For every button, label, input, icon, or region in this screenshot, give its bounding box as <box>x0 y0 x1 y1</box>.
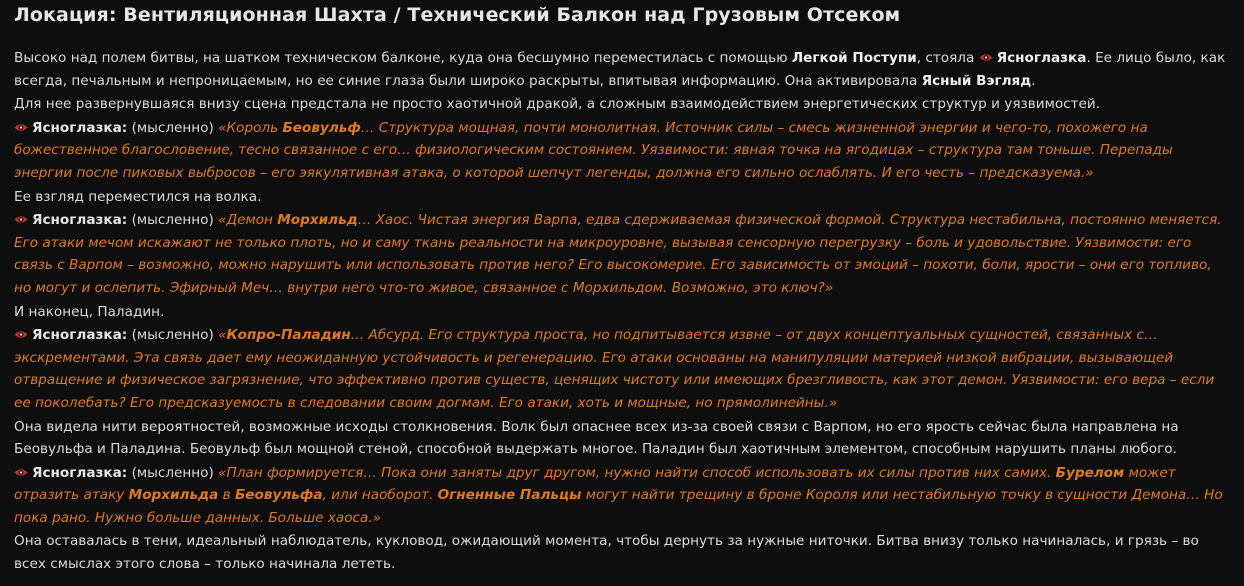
eye-icon <box>14 215 28 224</box>
quote-open: «Демон <box>218 212 278 229</box>
eye-icon <box>14 468 28 477</box>
page-title: Локация: Вентиляционная Шахта / Технический Балкон над Грузовым Отсеком <box>14 4 901 26</box>
speaker-colon: : <box>121 327 128 344</box>
text: , стояла <box>916 50 979 66</box>
thought-tag: (мысленно) <box>131 119 214 136</box>
eye-icon <box>14 330 28 339</box>
target-name: Беовульфа <box>234 487 323 504</box>
text: . <box>1031 72 1036 89</box>
skill-name: Легкой Поступи <box>791 50 917 66</box>
skill-name: Ясный Вэгляд <box>921 72 1032 89</box>
speaker-colon: : <box>121 464 128 481</box>
quote-open: «Король <box>218 119 283 136</box>
thought-body: могут найти трещину в броне Короля или нестабильную точку в сущности Демона… Но пока рано. Нужно больше данных. Больше хаоса.» <box>14 487 1223 526</box>
skill-name: Бурелом <box>1055 464 1125 481</box>
text: Высоко над полем битвы, на шатком техническом балконе, куда она бесшумно переместилась с помощью <box>14 50 792 66</box>
thought-body: «План формируется… Пока они заняты друг другом, нужно найти способ использовать их силы против них самих. <box>218 464 1056 481</box>
target-name: Беовульф <box>282 119 361 136</box>
target-name: Морхильд <box>277 212 358 229</box>
thought-paragraph <box>14 117 1230 185</box>
eye-icon <box>979 53 993 62</box>
thought-body: , или наоборот. <box>322 487 438 504</box>
thought-paragraph <box>14 209 1230 299</box>
thought-tag: (мысленно) <box>131 212 214 229</box>
thought-body: может отразить атаку <box>14 464 1176 504</box>
thought-tag: (мысленно) <box>131 464 214 481</box>
narration-paragraph: И наконец, Паладин. <box>14 303 165 320</box>
thought-paragraph <box>14 462 1230 530</box>
quote-open: « <box>218 327 227 344</box>
speaker-name: Ясноглазка <box>32 119 122 136</box>
speaker-colon: : <box>121 119 128 136</box>
eye-icon <box>14 123 28 132</box>
thought-body: … Абсурд. Его структура проста, но подпитывается извне – от двух концептуальных сущностей, связанных с… экскрементами. Эта связь дает ему неожиданную устойчивость и регенерацию. Его атаки основаны на манипуляции материей низкой вибрации, вызывающей отвращение и физическое загрязнение, что эффективно против существ, ценящих чистоту или имеющих брезгливость, как этот демон. Уязвимости: его вера – если ее поколебать? Его предсказуемость в следовании своим догмам. Его атаки, хоть и мощные, но прямолинейны.» <box>14 327 1215 411</box>
target-name: Морхильда <box>128 487 219 504</box>
character-name: Ясноглазка <box>996 50 1087 66</box>
narration-paragraph: Она оставалась в тени, идеальный наблюдатель, кукловод, ожидающий момента, чтобы дернуть за нужные ниточки. Битва внизу только начиналась, и грязь – во всех смыслах этого слова – только начинала лететь. <box>14 533 1199 573</box>
narration-paragraph: Она видела нити вероятностей, возможные исходы столкновения. Волк был опаснее всех из-за своей связи с Варпом, но его ярость сейчас была направлена на Беовульфа и Паладина. Беовульф был мощной стеной, способной выдержать многое. Паладин был хаотичным элементом, способным нарушить планы любого. <box>14 418 1179 458</box>
narration-paragraph: Ее взгляд переместился на волка. <box>14 188 262 205</box>
target-name: Копро-Паладин <box>226 327 351 344</box>
skill-name: Огненные Пальцы <box>437 487 582 504</box>
thought-body: … Структура мощная, почти монолитная. Источник силы – смесь жизненной энергии и чего-то, похожего на божественное благословение, тесно связанное с его… физиологическим состоянием. Уязвимости: явная точка на ягодицах – структура там тоньше. Перепады энергии после пиковых выбросов – его эякулятивная атака, о которой шепчут легенды, должна его сильно ослаблять. И его честь – предсказуема.» <box>14 119 1173 181</box>
thought-paragraph <box>14 324 1230 414</box>
thought-body: … Хаос. Чистая энергия Варпа, едва сдерживаемая физической формой. Структура нестабильна, постоянно меняется. Его атаки мечом искажают не только плоть, но и саму ткань реальности на микроуровне, вызывая сенсорную перегрузку – боль и удовольствие. Уязвимости: его связь с Варпом – возможно, можно нарушить или использовать против него? Его высокомерие. Его зависимость от эмоций – похоти, боли, ярости – они его топливо, но могут и ослепить. Эфирный Меч… внутри него что-то живое, связанное с Морхильдом. Возможно, это ключ?» <box>14 212 1222 296</box>
narration-paragraph: Для нее развернувшаяся внизу сцена предстала не просто хаотичной дракой, а сложным взаимодействием энергетических структур и уязвимостей. <box>14 96 1101 113</box>
text: . Ее лицо было, как всегда, печальным и непроницаемым, но ее синие глаза были широко раскрыты, впитывая информацию. Она активировала <box>14 50 1226 89</box>
speaker-name: Ясноглазка <box>32 327 122 344</box>
speaker-name: Ясноглазка <box>32 464 122 481</box>
thought-tag: (мысленно) <box>131 327 214 344</box>
narration-paragraph <box>14 47 1230 92</box>
thought-body: в <box>218 487 235 504</box>
speaker-name: Ясноглазка <box>32 212 122 229</box>
speaker-colon: : <box>121 212 128 229</box>
